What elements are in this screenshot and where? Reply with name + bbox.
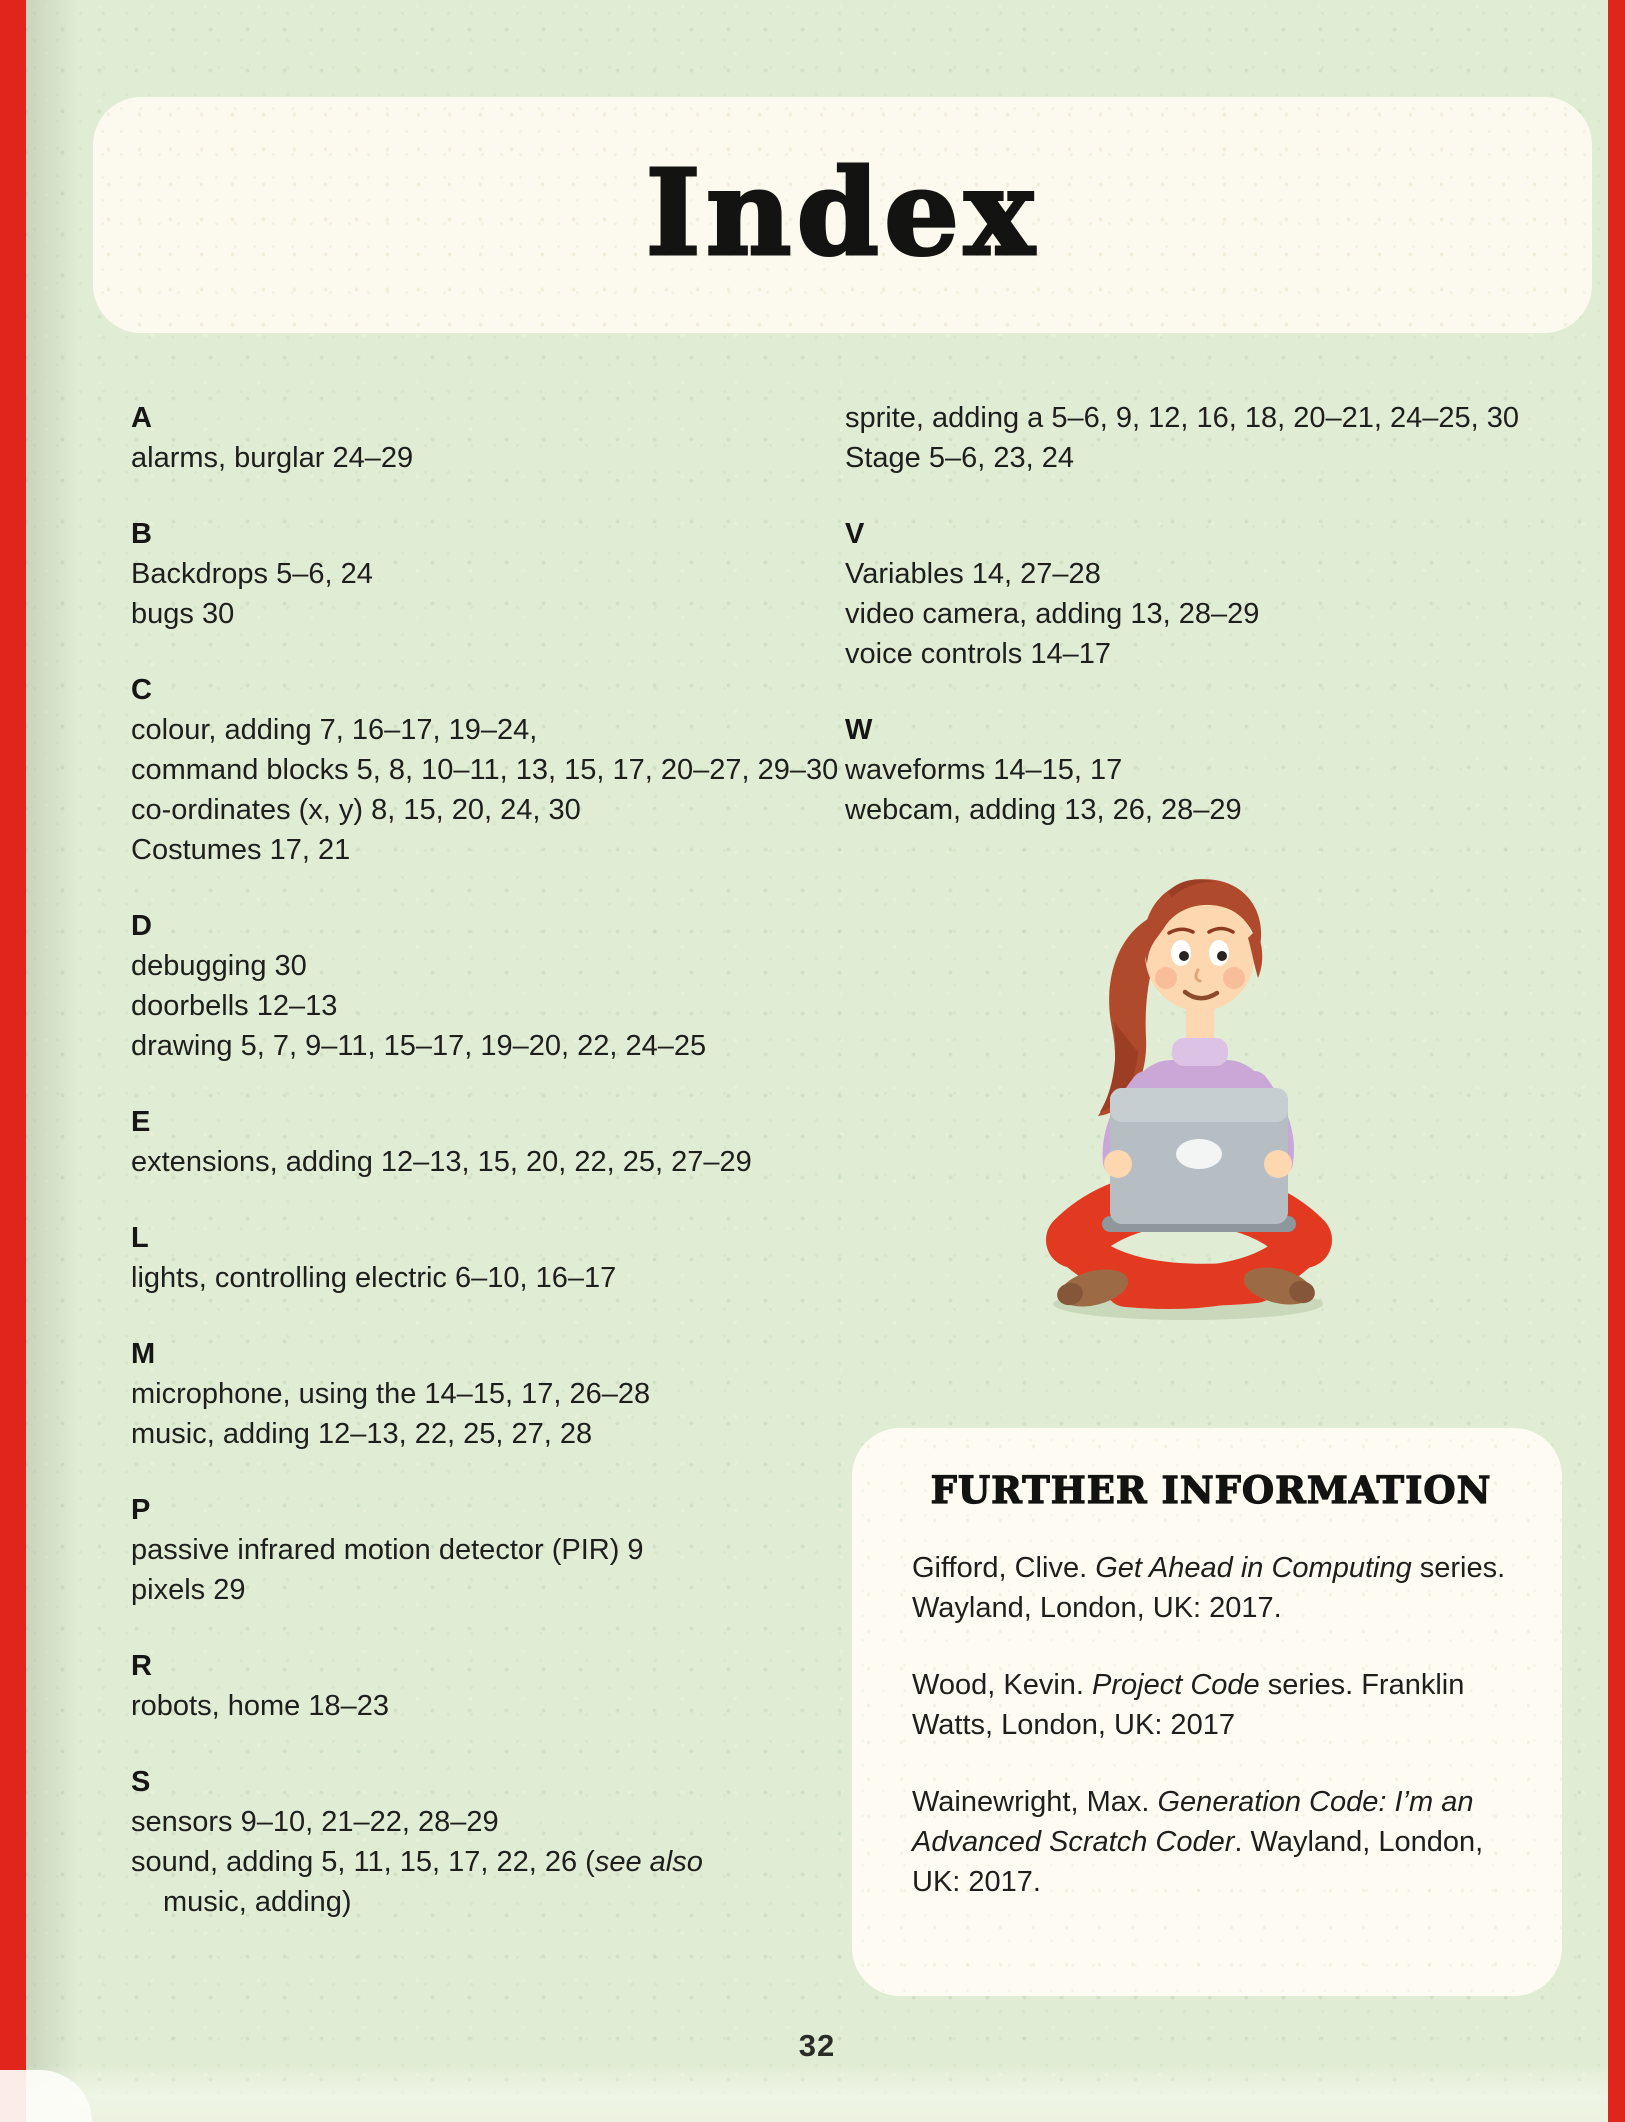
index-section-v [845, 514, 1575, 674]
index-entry: waveforms 14–15, 17 [845, 754, 1123, 786]
index-entry: sound, adding 5, 11, 15, 17, 22, 26 (see also music, adding) [131, 1846, 703, 1918]
index-section-l [131, 1218, 861, 1298]
index-entry: doorbells 12–13 [131, 990, 338, 1022]
index-entry: passive infrared motion detector (PIR) 9 [131, 1534, 644, 1566]
index-entry: voice controls 14–17 [845, 638, 1111, 670]
reference-item: Wainewright, Max. Generation Code: I’m an Advanced Scratch Coder. Wayland, London, UK: 2017. [912, 1786, 1484, 1898]
index-section-r [131, 1646, 861, 1726]
reference-item: Gifford, Clive. Get Ahead in Computing series. Wayland, London, UK: 2017. [912, 1552, 1506, 1624]
girl-collar [1172, 1038, 1228, 1066]
index-section-b [131, 514, 861, 634]
page-bottom-edge [26, 2064, 1608, 2122]
index-entry: bugs 30 [131, 598, 235, 630]
index-letter: P [131, 1494, 151, 1526]
index-section-c [131, 670, 861, 870]
index-section-p [131, 1490, 861, 1610]
index-entry: drawing 5, 7, 9–11, 15–17, 19–20, 22, 24–25 [131, 1030, 707, 1062]
index-letter: R [131, 1650, 152, 1682]
index-entry: Stage 5–6, 23, 24 [845, 442, 1074, 474]
index-letter: A [131, 402, 152, 434]
index-section-s [131, 1762, 861, 1922]
further-information-box [852, 1428, 1562, 1996]
index-entry: webcam, adding 13, 26, 28–29 [845, 794, 1242, 826]
index-entry: Variables 14, 27–28 [845, 558, 1101, 590]
index-entry: co-ordinates (x, y) 8, 15, 20, 24, 30 [131, 794, 581, 826]
page-edge-right [1608, 0, 1625, 2122]
index-entry: pixels 29 [131, 1574, 246, 1606]
index-letter: D [131, 910, 152, 942]
index-letter: M [131, 1338, 156, 1370]
index-letter: W [845, 714, 873, 746]
laptop-logo [1176, 1139, 1222, 1169]
index-letter: C [131, 674, 152, 706]
further-information-title: FURTHER INFORMATION [930, 1468, 1492, 1512]
index-entry: sensors 9–10, 21–22, 28–29 [131, 1806, 499, 1838]
girl-with-laptop-illustration [1018, 852, 1352, 1330]
index-section-d [131, 906, 861, 1066]
index-section-a [131, 398, 861, 478]
reference-item: Wood, Kevin. Project Code series. Franklin Watts, London, UK: 2017 [912, 1669, 1465, 1741]
index-letter: E [131, 1106, 151, 1138]
book-gutter-shadow [26, 0, 78, 2122]
index-entry: Backdrops 5–6, 24 [131, 558, 373, 590]
page-number: 32 [798, 2028, 836, 2063]
index-entry: sprite, adding a 5–6, 9, 12, 16, 18, 20–21, 24–25, 30 [845, 402, 1519, 434]
index-section-continued [845, 398, 1575, 478]
girl-with-laptop-svg [1018, 852, 1352, 1330]
index-entry: lights, controlling electric 6–10, 16–17 [131, 1262, 617, 1294]
reference-list [912, 1548, 1510, 1902]
index-entry: robots, home 18–23 [131, 1690, 389, 1722]
index-letter: B [131, 518, 152, 550]
index-entry: music, adding 12–13, 22, 25, 27, 28 [131, 1418, 593, 1450]
index-entry: video camera, adding 13, 28–29 [845, 598, 1260, 630]
index-section-m [131, 1334, 861, 1454]
page-edge-left [0, 0, 26, 2122]
index-entry: Costumes 17, 21 [131, 834, 351, 866]
index-letter: S [131, 1766, 151, 1798]
index-column-right [845, 398, 1575, 830]
page-title: Index [645, 143, 1040, 282]
index-entry: command blocks 5, 8, 10–11, 13, 15, 17, 20–27, 29–30 [131, 754, 839, 786]
index-entry: extensions, adding 12–13, 15, 20, 22, 25, 27–29 [131, 1146, 752, 1178]
index-entry: alarms, burglar 24–29 [131, 442, 414, 474]
index-title-banner [93, 97, 1592, 333]
index-letter: L [131, 1222, 149, 1254]
index-entry: debugging 30 [131, 950, 307, 982]
index-section-w [845, 710, 1575, 830]
index-column-left [131, 398, 861, 1922]
index-letter: V [845, 518, 865, 550]
index-section-e [131, 1102, 861, 1182]
index-entry: microphone, using the 14–15, 17, 26–28 [131, 1378, 651, 1410]
index-entry: colour, adding 7, 16–17, 19–24, [131, 714, 538, 746]
